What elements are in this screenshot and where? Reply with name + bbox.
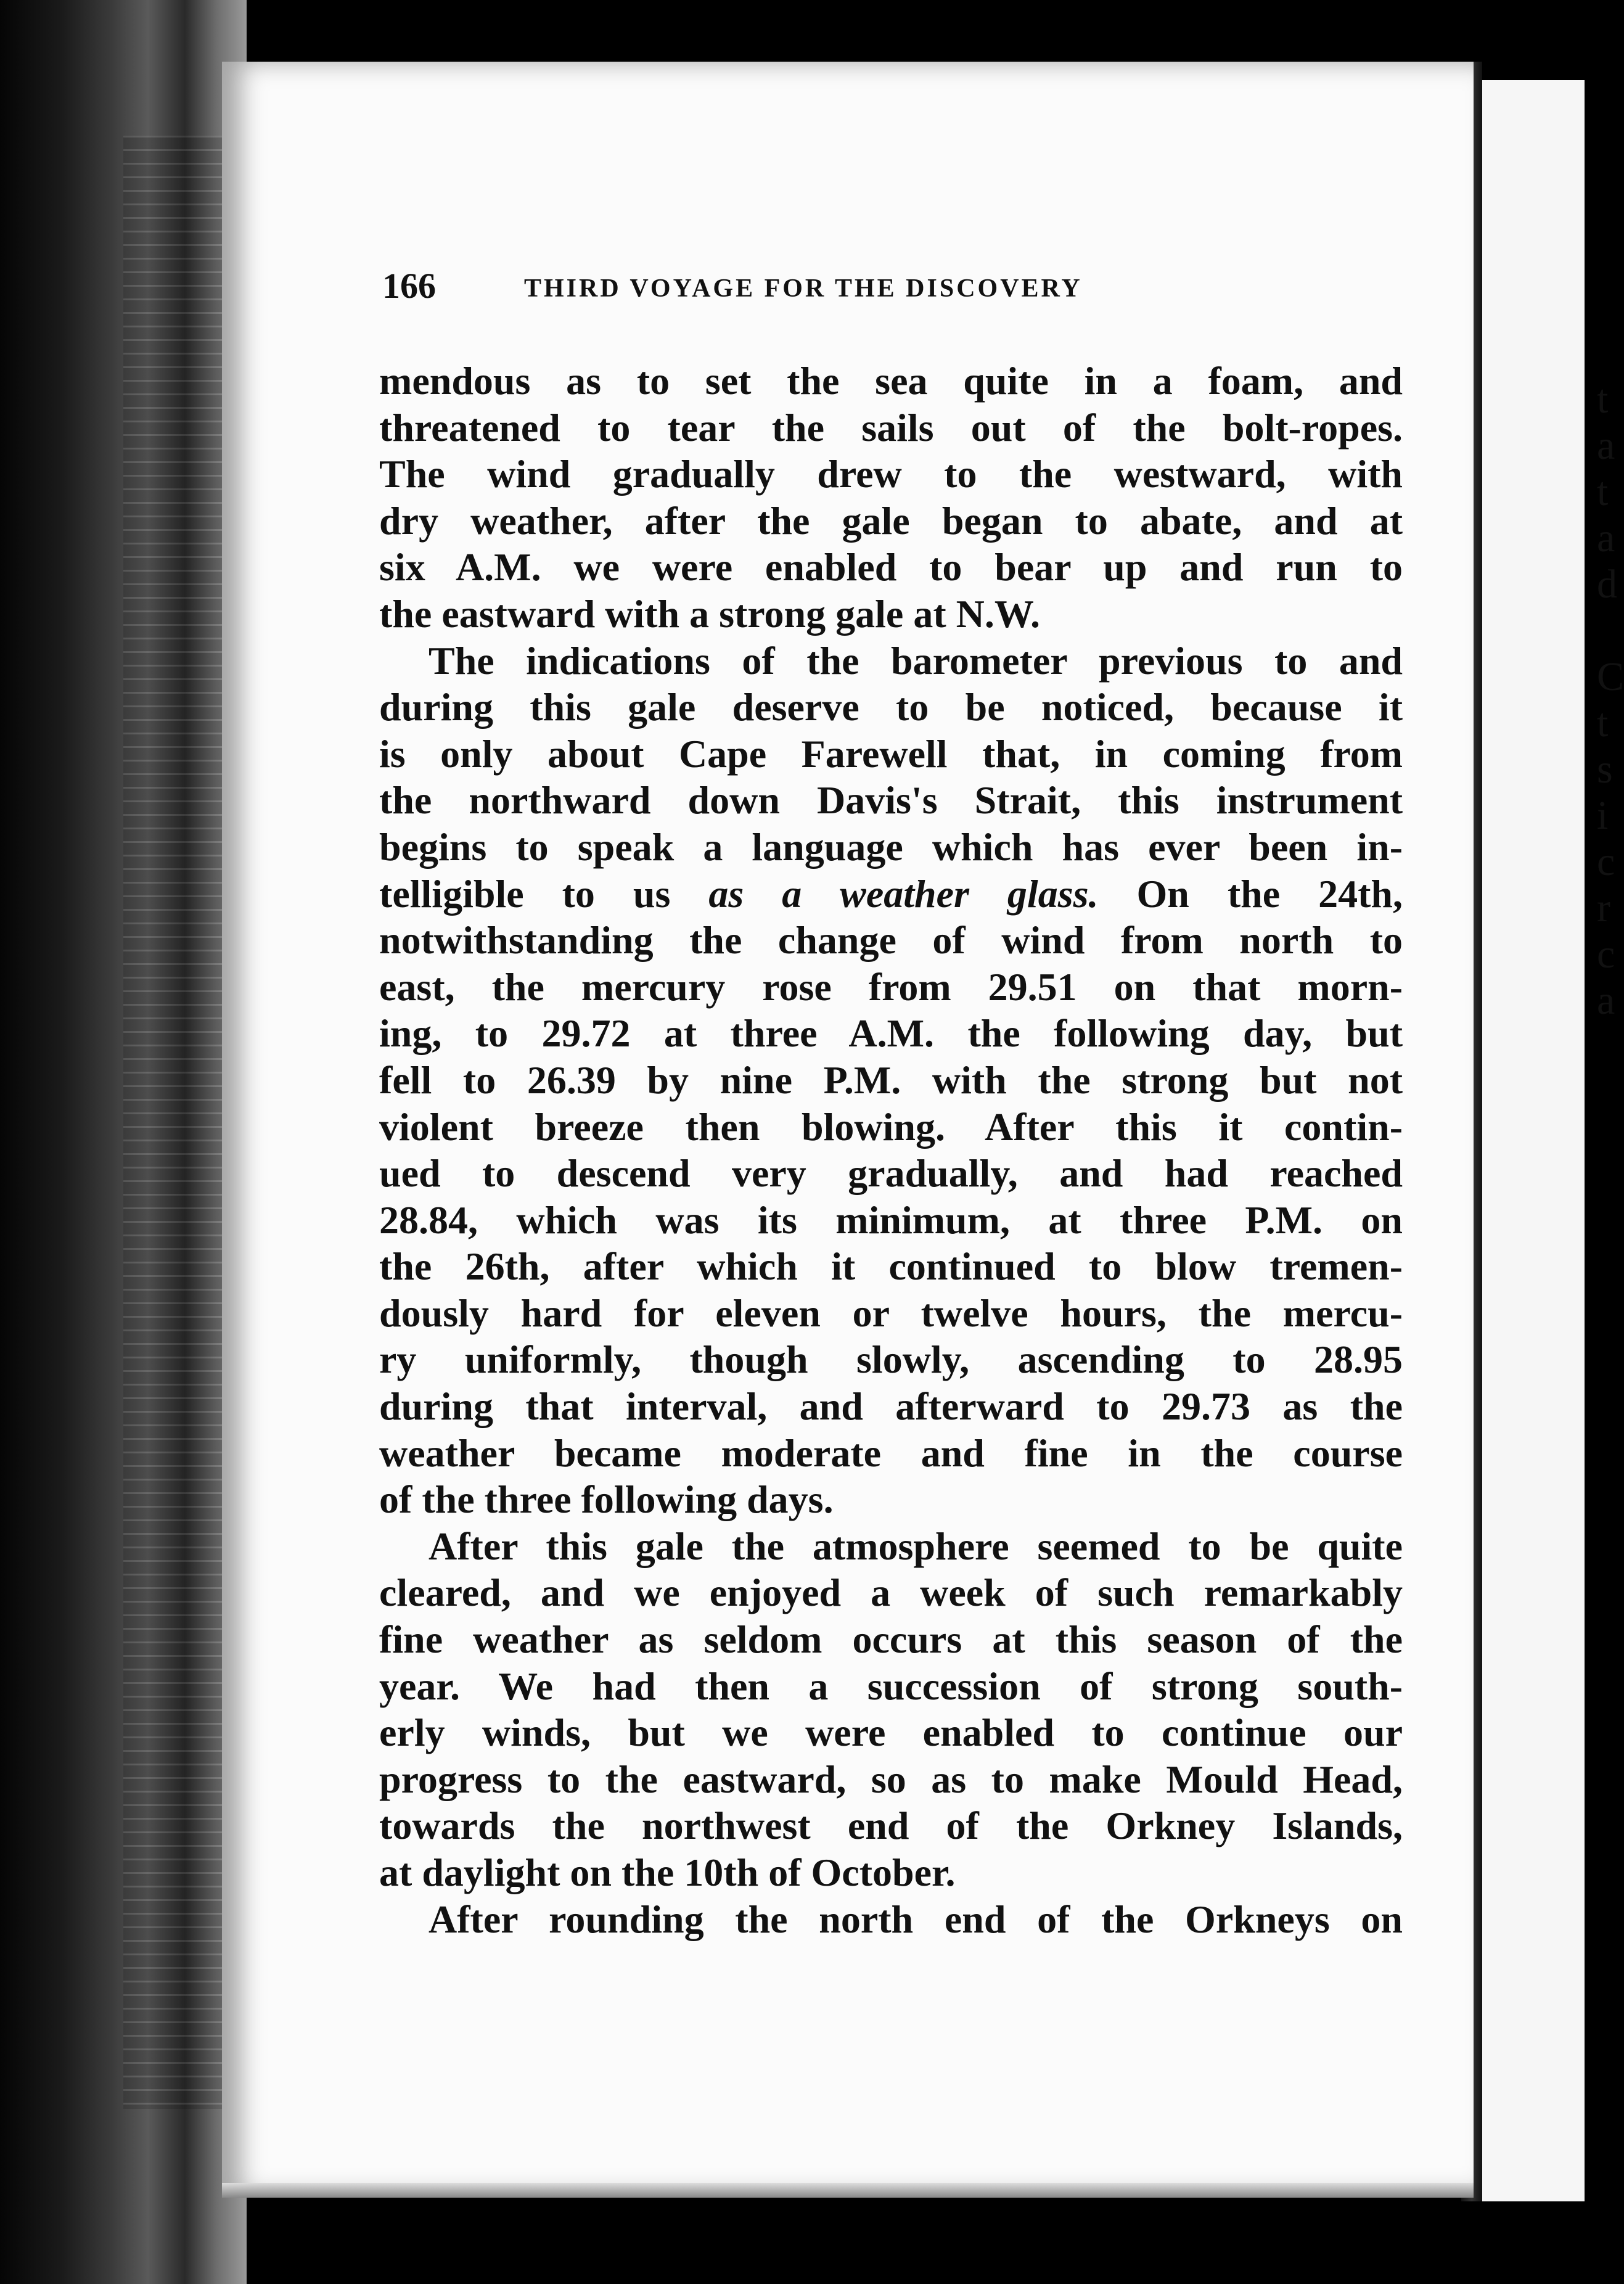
- text-line: notwithstanding the change of wind from north to: [379, 918, 1403, 963]
- text-line: erly winds, but we were enabled to continue our: [379, 1711, 1403, 1755]
- text-line: fell to 26.39 by nine P.M. with the strong but not: [379, 1058, 1403, 1102]
- text-line: mendous as to set the sea quite in a foam, and: [379, 359, 1403, 403]
- next-page-letter: r: [1597, 885, 1610, 930]
- text-segment-italic: as a weather glass.: [708, 871, 1099, 916]
- next-page-letter: t: [1597, 377, 1609, 422]
- text-line: at daylight on the 10th of October.: [379, 1851, 956, 1894]
- text-line: The wind gradually drew to the westward, with: [379, 452, 1403, 496]
- next-page-letter: C: [1597, 654, 1624, 699]
- text-line: six A.M. we were enabled to bear up and run to: [379, 545, 1403, 589]
- text-line: ry uniformly, though slowly, ascending to 28.95: [379, 1337, 1403, 1382]
- text-line: dry weather, after the gale began to abate, and at: [379, 498, 1403, 543]
- text-line: cleared, and we enjoyed a week of such remarkably: [379, 1571, 1403, 1615]
- book-binding: [0, 0, 247, 2284]
- text-line: violent breeze then blowing. After this it contin-: [379, 1104, 1403, 1149]
- text-line: ing, to 29.72 at three A.M. the following day, but: [379, 1011, 1403, 1056]
- page-number: 166: [382, 266, 436, 306]
- next-page-letter: t: [1597, 700, 1609, 746]
- next-page-edge: [1480, 80, 1624, 2201]
- text-line: 28.84, which was its minimum, at three P.M. on: [379, 1197, 1403, 1242]
- next-page-letter: c: [1597, 839, 1615, 884]
- text-line: weather became moderate and fine in the course: [379, 1431, 1403, 1475]
- text-segment: telligible to us: [379, 871, 709, 916]
- text-line: east, the mercury rose from 29.51 on that morn-: [379, 964, 1403, 1009]
- body-text: [379, 358, 1403, 1942]
- text-line: [379, 871, 1403, 918]
- text-line: of the three following days.: [379, 1477, 834, 1522]
- next-page-letter: a: [1597, 516, 1615, 561]
- text-line: ued to descend very gradually, and had reached: [379, 1151, 1403, 1196]
- text-line: the eastward with a strong gale at N.W.: [379, 591, 1040, 636]
- text-line: the 26th, after which it continued to blow tremen-: [379, 1244, 1403, 1289]
- text-line: during that interval, and afterward to 29.73 as the: [379, 1384, 1403, 1429]
- text-line: the northward down Davis's Strait, this instrument: [379, 778, 1403, 823]
- next-page-letter: t: [1597, 469, 1609, 514]
- next-page-letter: c: [1597, 932, 1615, 977]
- text-line: begins to speak a language which has ever been in-: [379, 824, 1403, 869]
- page-header: [382, 265, 1418, 321]
- text-line: fine weather as seldom occurs at this season of the: [379, 1617, 1403, 1662]
- book-page: [222, 62, 1474, 2195]
- text-line: After rounding the north end of the Orkneys on: [429, 1897, 1403, 1941]
- text-line: towards the northwest end of the Orkney Islands,: [379, 1804, 1403, 1848]
- text-line: threatened to tear the sails out of the bolt-ropes.: [379, 405, 1403, 450]
- text-line: progress to the eastward, so as to make Mould Head,: [379, 1757, 1403, 1801]
- page-bottom-edge: [222, 2183, 1474, 2198]
- running-head: THIRD VOYAGE FOR THE DISCOVERY: [524, 274, 1083, 303]
- next-page-letter: a: [1597, 978, 1615, 1023]
- next-page-letter: s: [1597, 747, 1613, 792]
- next-page-letter: d: [1597, 562, 1617, 607]
- text-line: The indications of the barometer previous to and: [429, 638, 1403, 683]
- text-line: is only about Cape Farewell that, in coming from: [379, 731, 1403, 776]
- text-line: dously hard for eleven or twelve hours, the mercu-: [379, 1291, 1403, 1335]
- text-line: year. We had then a succession of strong south-: [379, 1664, 1403, 1708]
- next-page-letter: a: [1597, 423, 1615, 468]
- text-line: After this gale the atmosphere seemed to be quite: [429, 1524, 1403, 1568]
- text-segment: On the 24th,: [1098, 871, 1403, 916]
- next-page-letter: i: [1597, 793, 1609, 838]
- text-line: during this gale deserve to be noticed, because it: [379, 685, 1403, 729]
